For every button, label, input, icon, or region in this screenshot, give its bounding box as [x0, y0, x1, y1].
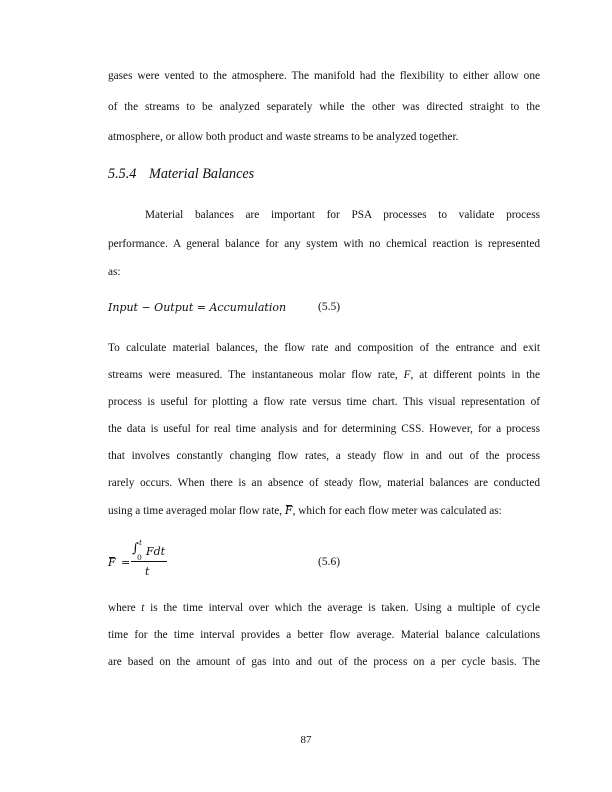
equation-5-6-lhs: F: [108, 556, 116, 569]
variable-t: t: [141, 602, 145, 614]
equation-5-5-number: (5.5): [318, 301, 341, 313]
paragraph-3-line-5: that involves constantly changing flow rates, a steady flow in and out of the process: [108, 450, 540, 462]
section-heading: [108, 166, 254, 183]
paragraph-3-line-7-text-b: , which for each flow meter was calculated as:: [292, 505, 502, 517]
paragraph-3-line-4: the data is useful for real time analysis and for determining CSS. However, for a process: [108, 423, 540, 435]
paragraph-2-line-3: as:: [108, 266, 121, 278]
equation-5-6-number: (5.6): [318, 556, 341, 568]
fraction-bar: [131, 561, 167, 562]
equation-5-6-equals: =: [121, 556, 131, 569]
paragraph-1-line-3: atmosphere, or allow both product and waste streams to be analyzed together.: [108, 131, 459, 143]
paragraph-4-line-1-text-b: is the time interval over which the average is taken. Using a multiple of cycle: [144, 602, 540, 614]
paragraph-3-line-2-text-b: , at different points in the: [410, 369, 540, 381]
integral-sign: ∫: [132, 541, 139, 556]
paragraph-3-line-1: To calculate material balances, the flow rate and composition of the entrance and exit: [108, 342, 540, 354]
paragraph-4-line-2: time for the time interval provides a better flow average. Material balance calculations: [108, 629, 540, 641]
paragraph-2-line-1: Material balances are important for PSA processes to validate process: [145, 209, 540, 221]
integral-lower-limit: 0: [137, 553, 142, 562]
paragraph-2-line-2: performance. A general balance for any system with no chemical reaction is represented: [108, 238, 540, 250]
paragraph-1-line-2: of the streams to be analyzed separately while the other was directed straight to the: [108, 101, 540, 113]
variable-F-bar: F: [284, 504, 293, 517]
integrand: Fdt: [146, 545, 166, 558]
paragraph-3-line-6: rarely occurs. When there is an absence of steady flow, material balances are conducted: [108, 477, 540, 489]
denominator: t: [145, 565, 150, 578]
paragraph-4-line-1-text-a: where: [108, 602, 142, 614]
paragraph-3-line-2: [108, 368, 540, 382]
section-number: 5.5.4: [108, 166, 137, 182]
paragraph-3-line-7: [108, 504, 540, 518]
page-number: 87: [300, 734, 312, 746]
paragraph-3-line-7-text-a: using a time averaged molar flow rate,: [108, 505, 285, 517]
equation-5-5: Input − Output = Accumulation: [108, 301, 287, 314]
paragraph-4-line-1: [108, 601, 540, 615]
paragraph-1-line-1: gases were vented to the atmosphere. The manifold had the flexibility to either allow one: [108, 70, 540, 82]
integral-upper-limit: t: [139, 538, 143, 547]
paragraph-3-line-3: process is useful for plotting a flow rate versus time chart. This visual representation of: [108, 396, 540, 408]
paragraph-3-line-2-text-a: streams were measured. The instantaneous molar flow rate,: [108, 369, 404, 381]
section-title: Material Balances: [149, 166, 255, 182]
variable-F: F: [403, 369, 411, 381]
paragraph-4-line-3: are based on the amount of gas into and out of the process on a per cycle basis. The: [108, 656, 540, 668]
